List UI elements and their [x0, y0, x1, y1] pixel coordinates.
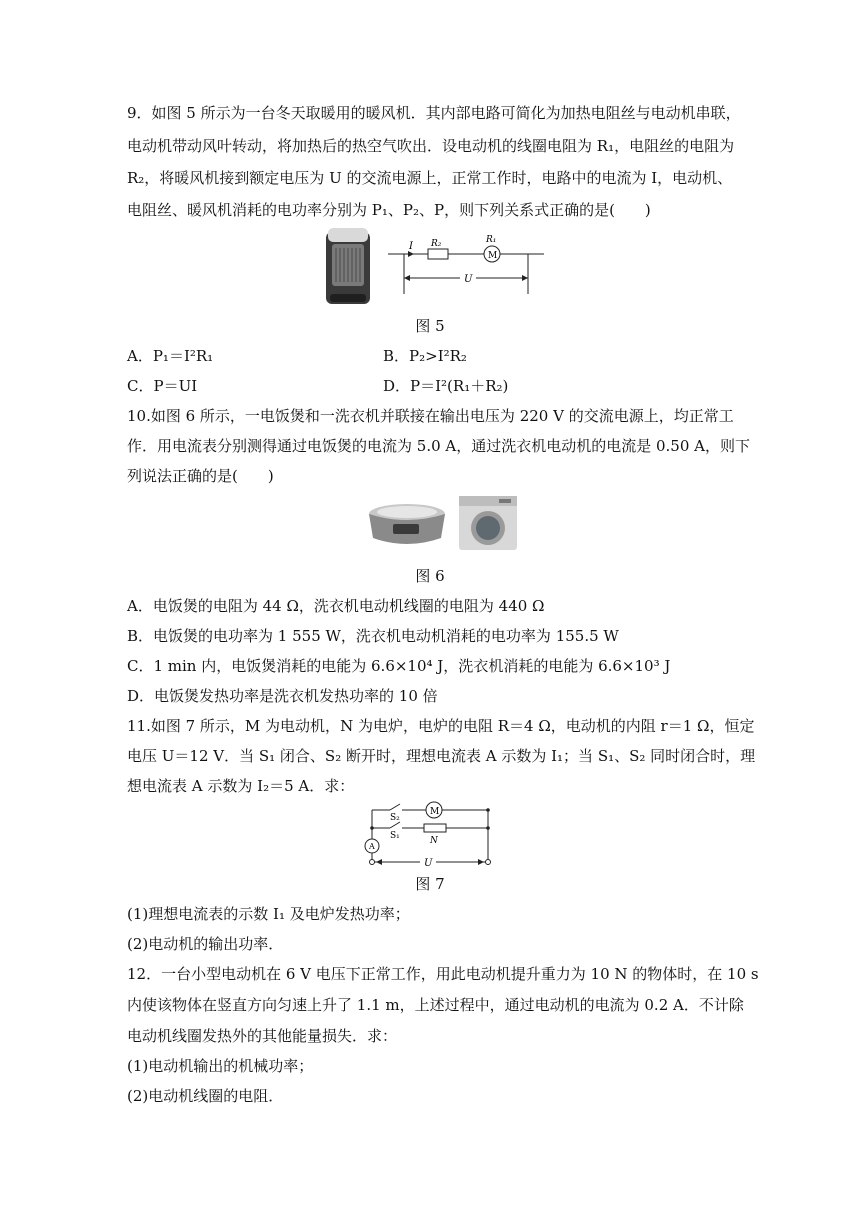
current-label: I — [409, 241, 413, 252]
q12-part-2: (2)电动机线圈的电阻． — [127, 1087, 284, 1105]
voltage-label: U — [424, 858, 433, 868]
q12-line-1: 12．一台小型电动机在 6 V 电压下正常工作，用此电动机提升重力为 10 N 的物体时，在 10 s — [127, 965, 759, 983]
motor-label: M — [488, 251, 498, 261]
ammeter-label: A — [369, 842, 375, 851]
q9-option-a: A．P₁＝I²R₁ — [127, 347, 214, 365]
q12-line-3: 电动机线圈发热外的其他能量损失．求： — [127, 1027, 398, 1045]
q9-line-1: 9．如图 5 所示为一台冬天取暖用的暖风机．其内部电路可简化为加热电阻丝与电动机串联， — [127, 104, 741, 122]
q10-line-3: 列说法正确的是( ) — [127, 467, 274, 485]
q10-line-1: 10.如图 6 所示，一电饭煲和一洗衣机并联接在输出电压为 220 V 的交流电源上，均正常工 — [127, 407, 734, 425]
furnace-label: N — [430, 836, 438, 846]
motor-label: M — [430, 807, 440, 817]
r2-label: R₂ — [431, 239, 442, 249]
figure-7 — [360, 798, 500, 868]
figure-6-caption: 图 6 — [415, 567, 445, 585]
q12-part-1: (1)电动机输出的机械功率； — [127, 1057, 314, 1075]
q10-option-c: C．1 min 内，电饭煲消耗的电能为 6.6×10⁴ J，洗衣机消耗的电能为 6.6×10³ J — [127, 657, 671, 675]
q11-line-2: 电压 U＝12 V．当 S₁ 闭合、S₂ 断开时，理想电流表 A 示数为 I₁；当 S₁、S₂ 同时闭合时，理 — [127, 747, 756, 765]
furnace-resistor — [424, 824, 446, 832]
q9-option-b: B．P₂>I²R₂ — [383, 347, 467, 365]
q9-option-c: C．P＝UI — [127, 377, 198, 395]
s1-label: S₁ — [390, 831, 400, 841]
q11-part-2: (2)电动机的输出功率． — [127, 935, 284, 953]
q10-line-2: 作．用电流表分别测得通过电饭煲的电流为 5.0 A，通过洗衣机电动机的电流是 0.50 A，则下 — [127, 437, 750, 455]
q9-line-3: R₂，将暖风机接到额定电压为 U 的交流电源上，正常工作时，电路中的电流为 I，电动机、 — [127, 169, 733, 187]
q12-line-2: 内使该物体在竖直方向匀速上升了 1.1 m，上述过程中，通过电动机的电流为 0.2 A．不计除 — [127, 996, 744, 1014]
q9-option-d: D．P＝I²(R₁＋R₂) — [383, 377, 509, 395]
space-heater-image — [326, 228, 370, 304]
s2-label: S₂ — [390, 813, 400, 823]
q11-line-3: 想电流表 A 示数为 I₂＝5 A．求： — [127, 777, 355, 795]
figure-5-caption: 图 5 — [415, 317, 445, 335]
q11-line-1: 11.如图 7 所示，M 为电动机，N 为电炉，电炉的电阻 R＝4 Ω，电动机的内阻 r＝1 Ω，恒定 — [127, 717, 755, 735]
r1-label: R₁ — [486, 235, 497, 245]
figure-6 — [365, 494, 521, 552]
q9-line-2: 电动机带动风叶转动，将加热后的热空气吹出．设电动机的线圈电阻为 R₁，电阻丝的电阻为 — [127, 137, 735, 155]
q9-line-4: 电阻丝、暖风机消耗的电功率分别为 P₁、P₂、P，则下列关系式正确的是( ) — [127, 201, 651, 219]
q10-option-a: A．电饭煲的电阻为 44 Ω，洗衣机电动机线圈的电阻为 440 Ω — [127, 597, 545, 615]
q10-option-d: D．电饭煲发热功率是洗衣机发热功率的 10 倍 — [127, 687, 438, 705]
figure-5 — [318, 224, 554, 308]
voltage-label: U — [464, 274, 473, 285]
rice-cooker-image — [369, 504, 445, 544]
washing-machine-image — [459, 496, 517, 550]
q10-option-b: B．电饭煲的电功率为 1 555 W，洗衣机电动机消耗的电功率为 155.5 W — [127, 627, 619, 645]
figure-7-caption: 图 7 — [415, 875, 445, 893]
resistor-r2 — [428, 249, 448, 259]
q11-part-1: (1)理想电流表的示数 I₁ 及电炉发热功率； — [127, 905, 410, 923]
